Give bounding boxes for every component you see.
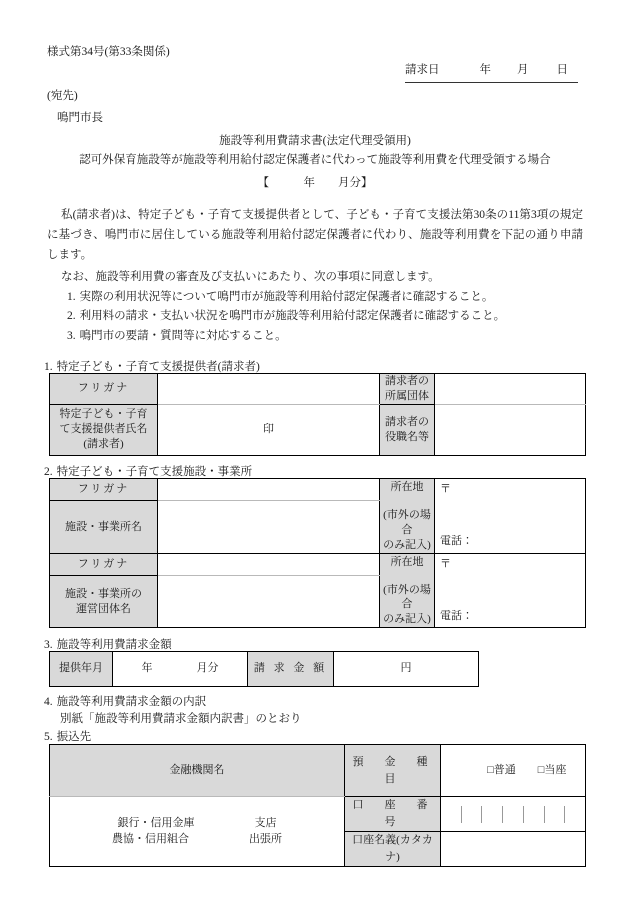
account-digit-cell[interactable] <box>503 806 524 823</box>
cell-amount-label: 請 求 金 額 <box>248 652 334 687</box>
cell-operator-name-label <box>50 576 158 628</box>
cell-bank-name-label: 金融機関名 <box>50 745 345 797</box>
cell-deposit-type-label: 預 金 種 目 <box>345 745 441 797</box>
claim-date-month-label: 月 <box>517 64 529 76</box>
cell-address-label-main: 所在地 <box>390 481 424 493</box>
bank-type-line-2 <box>50 832 344 848</box>
bank-type-2: 農協・信用組合 <box>112 832 189 845</box>
seal-mark: 印 <box>263 423 274 436</box>
cell-address-note-line2: のみ記入) <box>383 538 431 551</box>
cell-address-note <box>380 508 434 553</box>
table-claim-amount <box>49 651 479 687</box>
consent-item-number: 1. <box>67 291 76 303</box>
zip-mark: 〒 <box>440 557 451 570</box>
table-facility <box>49 478 586 628</box>
field-facility-furigana[interactable] <box>158 479 380 501</box>
cell-provider-name-line2: て支援提供者氏名 <box>59 423 148 436</box>
consent-item-text: 鳴門市の要請・質問等に対応すること。 <box>79 329 287 342</box>
bank-type-line-1 <box>50 816 344 832</box>
field-provider-organization[interactable] <box>435 374 586 405</box>
cell-furigana-label: フリガナ <box>50 553 158 575</box>
section-3-number: 3. <box>44 639 53 651</box>
field-provider-name[interactable] <box>158 404 380 455</box>
consent-item-number: 2. <box>67 310 76 323</box>
period-line: 【 年 月分】 <box>257 177 373 189</box>
consent-item-text: 利用料の請求・支払い状況を鳴門市が施設等利用給付認定保護者に確認すること。 <box>79 310 506 323</box>
account-digit-cell[interactable] <box>565 806 585 823</box>
field-provision-month[interactable]: 年 月分 <box>113 652 248 687</box>
table-row <box>50 745 586 797</box>
consent-item <box>47 327 583 346</box>
form-number: 様式第34号(第33条関係) <box>47 46 170 58</box>
claim-date-label: 請求日 <box>405 64 440 76</box>
section-2-title: 特定子ども・子育て支援施設・事業所 <box>56 466 253 478</box>
cell-provider-name-line1: 特定子ども・子育 <box>59 408 148 421</box>
account-digit-cell[interactable] <box>524 806 545 823</box>
claim-date-line <box>405 62 578 83</box>
bank-type-1: 銀行・信用金庫 <box>117 816 195 829</box>
checkbox-ordinary-account[interactable]: □普通 <box>487 764 516 777</box>
cell-job-title-label <box>380 404 435 455</box>
cell-org-label-line2: 所属団体 <box>385 389 429 402</box>
cell-provider-name-line3: (請求者) <box>83 438 124 451</box>
cell-account-number-label: 口 座 番 号 <box>345 797 441 832</box>
field-deposit-type-options[interactable] <box>441 745 586 797</box>
cell-provision-month-label: 提供年月 <box>50 652 113 687</box>
cell-job-title-line1: 請求者の <box>385 415 429 428</box>
branch-suffix-1: 支店 <box>254 816 277 829</box>
table-row <box>50 404 586 455</box>
claim-date-day-label: 日 <box>556 64 568 76</box>
field-facility-name[interactable] <box>158 501 380 553</box>
field-bank-name[interactable] <box>50 797 345 867</box>
cell-address-note-line1: (市外の場合 <box>383 509 431 536</box>
section-5-number: 5. <box>44 731 53 743</box>
section-1-title: 特定子ども・子育て支援提供者(請求者) <box>56 361 260 373</box>
cell-job-title-line2: 役職名等 <box>385 430 429 443</box>
addressee-name: 鳴門市長 <box>57 111 103 124</box>
cell-furigana-label: フリガナ <box>50 374 158 405</box>
table-row <box>50 374 586 405</box>
facility-address-box <box>435 479 585 552</box>
section-1-number: 1. <box>44 361 53 373</box>
section-4-note: 別紙「施設等利用費請求金額内訳書」のとおり <box>60 713 302 725</box>
section-4-heading <box>44 694 206 712</box>
yen-unit: 円 <box>400 662 412 675</box>
cell-operator-address-label <box>380 553 435 628</box>
cell-address-label-main: 所在地 <box>390 555 424 568</box>
field-account-number[interactable] <box>441 797 586 832</box>
field-operator-name[interactable] <box>158 576 380 628</box>
tel-label: 電話： <box>440 609 473 622</box>
table-provider <box>49 373 586 456</box>
cell-address-note <box>380 583 434 628</box>
field-account-holder[interactable] <box>441 832 586 867</box>
cell-address-note-line1: (市外の場合 <box>383 583 431 611</box>
cell-address-note-line2: のみ記入) <box>383 613 431 626</box>
field-operator-address[interactable] <box>435 553 586 628</box>
field-provider-furigana[interactable] <box>158 374 380 405</box>
consent-item <box>47 288 583 307</box>
table-row <box>50 797 586 832</box>
section-5-title: 振込先 <box>56 731 92 743</box>
cell-operator-name-line1: 施設・事業所の <box>65 587 142 600</box>
branch-suffix-2: 出張所 <box>249 832 282 845</box>
table-row <box>50 479 586 501</box>
section-3-title: 施設等利用費請求金額 <box>56 639 172 651</box>
section-4-title: 施設等利用費請求金額の内訳 <box>56 696 207 708</box>
claim-date-year-label: 年 <box>479 64 491 76</box>
body-note: なお、施設等利用費の審査及び支払いにあたり、次の事項に同意します。 <box>61 271 440 283</box>
account-number-grid <box>441 806 585 823</box>
section-2-number: 2. <box>44 466 53 478</box>
cell-furigana-label: フリガナ <box>50 479 158 501</box>
section-4-number: 4. <box>44 696 53 708</box>
consent-list <box>47 288 583 346</box>
table-row <box>50 652 479 687</box>
cell-account-holder-label: 口座名義(カタカナ) <box>345 832 441 867</box>
zip-mark: 〒 <box>440 483 451 496</box>
field-facility-address[interactable] <box>435 479 586 554</box>
account-digit-cell[interactable] <box>441 806 462 823</box>
cell-provider-name-label <box>50 404 158 455</box>
operator-address-box <box>435 554 585 627</box>
document-title: 施設等利用費請求書(法定代理受領用) <box>219 135 411 147</box>
body-paragraph: 私(請求者)は、特定子ども・子育て支援提供者として、子ども・子育て支援法第30条の11第3項の規定に基づき、鳴門市に居住している施設等利用給付認定保護者に代わり、施設等利用費を下記の通り申請します。 <box>47 209 583 261</box>
document-subtitle: 認可外保育施設等が施設等利用給付認定保護者に代わって施設等利用費を代理受領する場合 <box>79 154 551 166</box>
account-digit-cell[interactable] <box>545 806 566 823</box>
field-claim-amount[interactable] <box>334 652 479 687</box>
cell-facility-address-label <box>380 479 435 554</box>
cell-facility-name-label: 施設・事業所名 <box>50 501 158 553</box>
cell-operator-name-line2: 運営団体名 <box>76 602 131 615</box>
consent-item-text: 実際の利用状況等について鳴門市が施設等利用給付認定保護者に確認すること。 <box>79 291 494 303</box>
account-digit-cell[interactable] <box>462 806 483 823</box>
consent-item <box>47 307 583 326</box>
table-bank-transfer <box>49 744 586 867</box>
tel-label: 電話： <box>440 535 473 548</box>
addressee-block <box>47 88 103 128</box>
table-row <box>50 553 586 575</box>
field-provider-job-title[interactable] <box>435 404 586 455</box>
cell-org-label-line1: 請求者の <box>385 375 429 387</box>
consent-item-number: 3. <box>67 329 76 342</box>
field-operator-furigana[interactable] <box>158 553 380 575</box>
addressee-label: (宛先) <box>47 90 78 102</box>
cell-org-label <box>380 374 435 405</box>
checkbox-current-account[interactable]: □当座 <box>537 764 567 777</box>
account-digit-cell[interactable] <box>482 806 503 823</box>
